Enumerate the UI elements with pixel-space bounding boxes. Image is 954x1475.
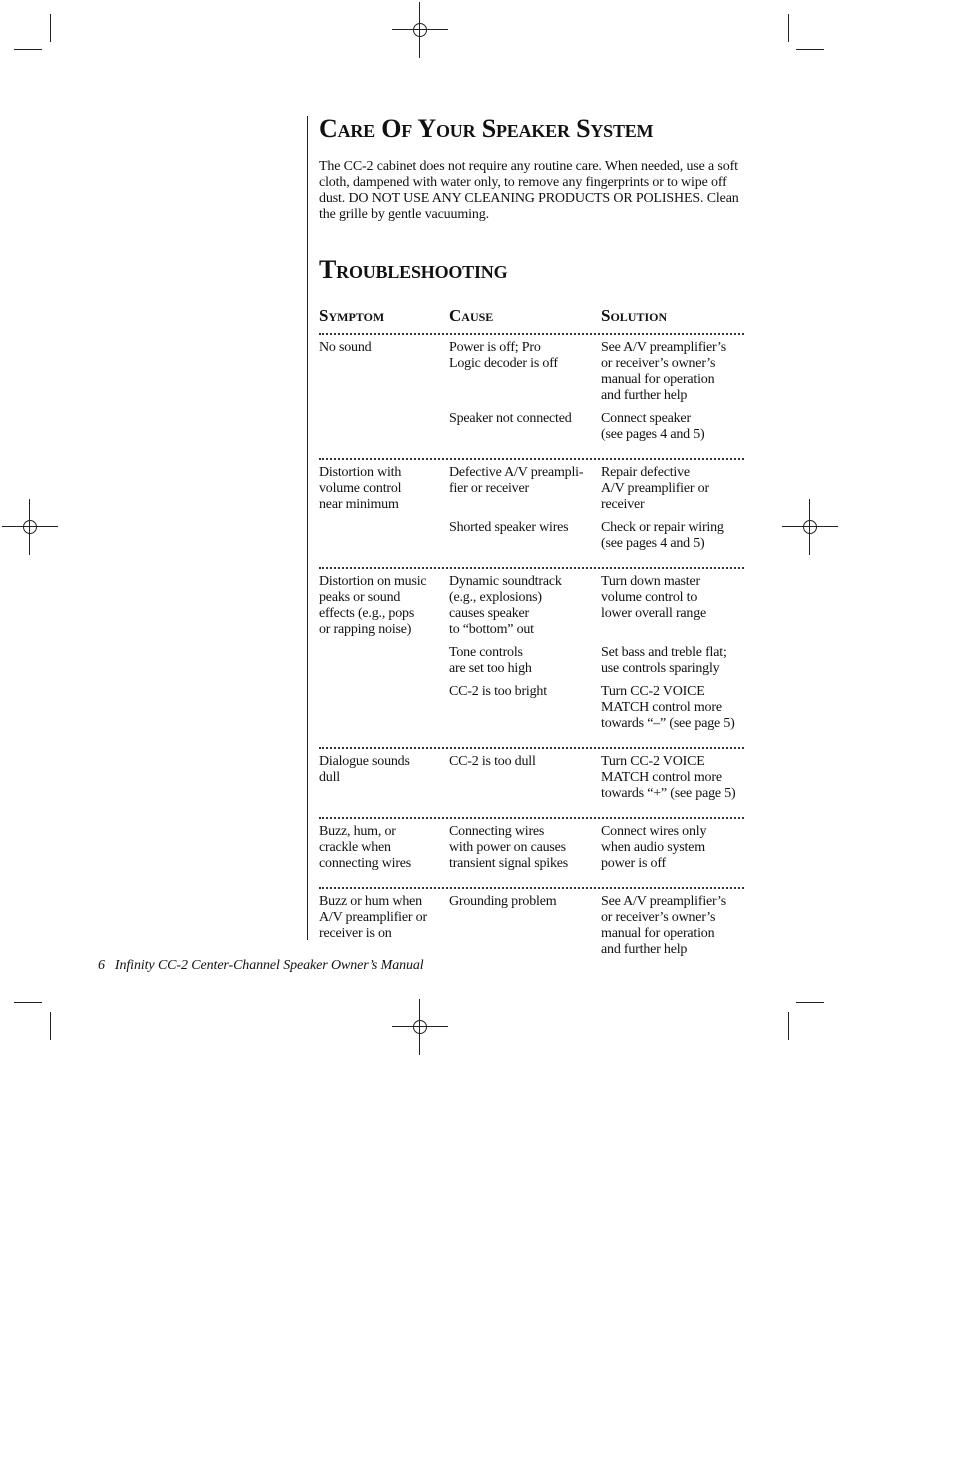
cause-cell: Speaker not connected bbox=[449, 411, 572, 426]
table-row bbox=[319, 645, 744, 677]
table-row bbox=[319, 894, 744, 958]
solution-cell: See A/V preamplifier’s or receiver’s owner’s manual for operation and further help bbox=[601, 894, 726, 957]
cause-cell: Tone controls are set too high bbox=[449, 645, 532, 676]
crop-mark bbox=[796, 49, 824, 50]
solution-cell: Check or repair wiring (see pages 4 and 5) bbox=[601, 520, 724, 551]
cause-cell: Dynamic soundtrack (e.g., explosions) causes speaker to “bottom” out bbox=[449, 574, 562, 637]
symptom-group bbox=[319, 749, 744, 811]
symptom-group bbox=[319, 889, 744, 967]
troubleshooting-table bbox=[319, 333, 744, 967]
troubleshooting-title: Troubleshooting bbox=[319, 255, 508, 284]
care-body: The CC-2 cabinet does not require any routine care. When needed, use a soft cloth, dampened with water only, to remove any fingerprints or to wipe off dust. DO NOT USE ANY CLEANING PRODUCTS OR POLISHES. Clean the grille by gentle vacuuming. bbox=[319, 159, 739, 222]
solution-cell: Connect speaker (see pages 4 and 5) bbox=[601, 411, 705, 442]
margin-rule bbox=[307, 116, 308, 940]
table-row bbox=[319, 520, 744, 552]
symptom-group bbox=[319, 819, 744, 881]
empty-cell bbox=[319, 411, 449, 443]
empty-cell bbox=[319, 645, 449, 677]
page-content bbox=[319, 112, 744, 967]
table-row bbox=[319, 340, 744, 404]
table-row bbox=[319, 824, 744, 872]
crop-mark bbox=[788, 1012, 789, 1040]
page-footer bbox=[98, 958, 424, 974]
manual-title: Infinity CC-2 Center-Channel Speaker Owner’s Manual bbox=[114, 958, 424, 973]
symptom-cell: Distortion with volume control near minimum bbox=[319, 465, 402, 512]
crop-mark bbox=[796, 1002, 824, 1003]
symptom-group bbox=[319, 335, 744, 452]
symptom-cell: Dialogue sounds dull bbox=[319, 754, 410, 785]
empty-cell bbox=[319, 684, 449, 732]
solution-cell: Repair defective A/V preamplifier or receiver bbox=[601, 465, 709, 512]
crop-mark bbox=[50, 14, 51, 42]
registration-mark-icon bbox=[392, 2, 448, 58]
symptom-group bbox=[319, 460, 744, 561]
solution-cell: Turn CC-2 VOICE MATCH control more towards “–” (see page 5) bbox=[601, 684, 735, 731]
table-row bbox=[319, 754, 744, 802]
symptom-cell: Buzz or hum when A/V preamplifier or receiver is on bbox=[319, 894, 427, 941]
registration-mark-icon bbox=[392, 999, 448, 1055]
care-title: Care Of Your Speaker System bbox=[319, 114, 654, 143]
cause-cell: Defective A/V preampli- fier or receiver bbox=[449, 465, 584, 496]
crop-mark bbox=[14, 49, 42, 50]
solution-cell: Turn down master volume control to lower overall range bbox=[601, 574, 707, 621]
table-header bbox=[319, 305, 744, 327]
table-row bbox=[319, 684, 744, 732]
table-row bbox=[319, 465, 744, 513]
solution-cell: Connect wires only when audio system power is off bbox=[601, 824, 707, 871]
crop-mark bbox=[50, 1012, 51, 1040]
cause-cell: Connecting wires with power on causes transient signal spikes bbox=[449, 824, 569, 871]
registration-mark-icon bbox=[782, 499, 838, 555]
symptom-group bbox=[319, 569, 744, 741]
header-cause: Cause bbox=[449, 306, 494, 325]
page-number: 6 bbox=[98, 958, 105, 973]
cause-cell: Shorted speaker wires bbox=[449, 520, 569, 535]
cause-cell: Grounding problem bbox=[449, 894, 557, 909]
solution-cell: See A/V preamplifier’s or receiver’s owner’s manual for operation and further help bbox=[601, 340, 726, 403]
table-row bbox=[319, 574, 744, 638]
header-solution: Solution bbox=[601, 306, 668, 325]
crop-mark bbox=[788, 14, 789, 42]
table-row bbox=[319, 411, 744, 443]
cause-cell: CC-2 is too dull bbox=[449, 754, 536, 769]
symptom-cell: Buzz, hum, or crackle when connecting wires bbox=[319, 824, 412, 871]
empty-cell bbox=[319, 520, 449, 552]
cause-cell: CC-2 is too bright bbox=[449, 684, 547, 699]
symptom-cell: No sound bbox=[319, 340, 372, 355]
symptom-cell: Distortion on music peaks or sound effects (e.g., pops or rapping noise) bbox=[319, 574, 427, 637]
solution-cell: Turn CC-2 VOICE MATCH control more towards “+” (see page 5) bbox=[601, 754, 736, 801]
crop-mark bbox=[14, 1002, 42, 1003]
cause-cell: Power is off; Pro Logic decoder is off bbox=[449, 340, 558, 371]
solution-cell: Set bass and treble flat; use controls sparingly bbox=[601, 645, 727, 676]
header-symptom: Symptom bbox=[319, 306, 385, 325]
registration-mark-icon bbox=[2, 499, 58, 555]
